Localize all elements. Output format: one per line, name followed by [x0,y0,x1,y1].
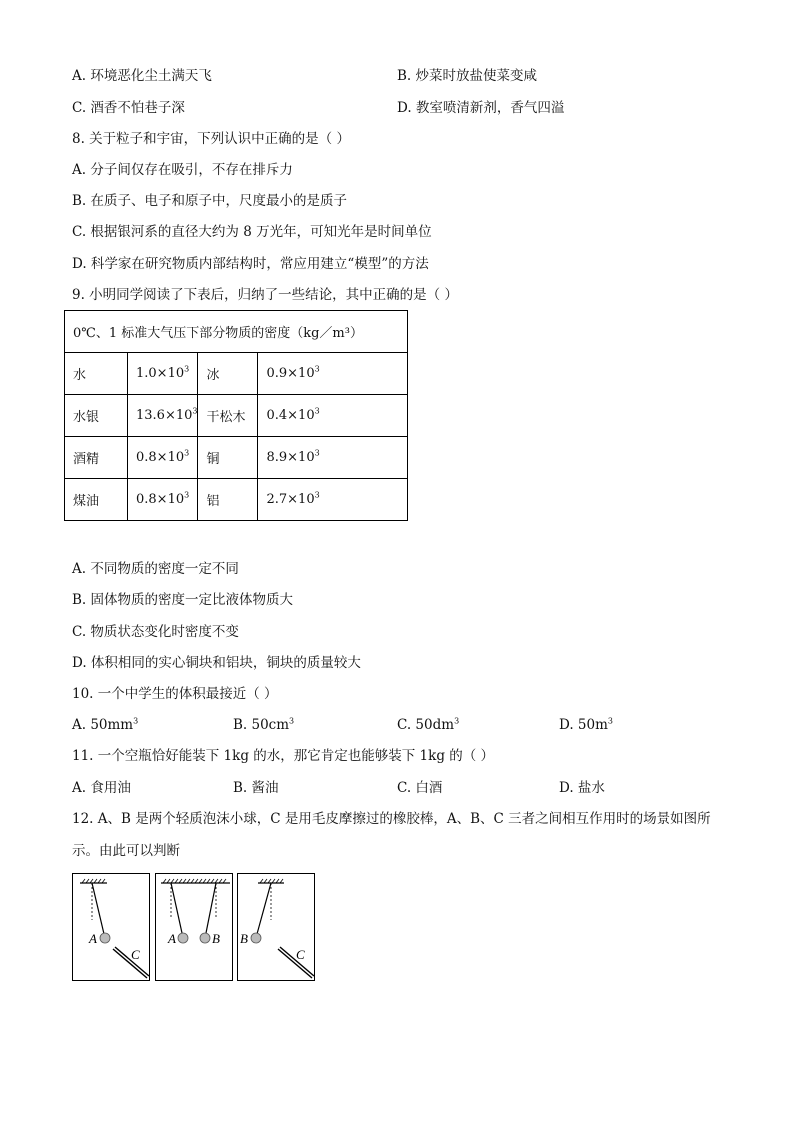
q11-option-d: D. 盐水 [559,780,605,796]
q9-option-b: B. 固体物质的密度一定比液体物质大 [72,592,294,608]
q10-option-b: B. $50cm^3$ [233,716,295,733]
q9-option-c: C. 物质状态变化时密度不变 [72,624,239,640]
density-table [64,310,408,521]
q10-option-c: C. $50dm^3$ [397,716,460,733]
figure-a-b [155,873,233,981]
density-cell: $0.8\times 10^3$ [128,479,198,521]
q11-option-b: B. 酱油 [233,780,279,796]
figure-a-c [72,873,150,981]
figure-a-c-drawing [73,874,151,982]
substance-cell: 铝 [198,479,258,521]
substance-cell: 铜 [198,437,258,479]
density-table-title: 0℃、1 标准大气压下部分物质的密度（kg／m³） [65,311,408,353]
table-row [65,353,408,395]
q10-stem: 10. 一个中学生的体积最接近（ ） [72,686,278,702]
substance-cell: 酒精 [65,437,128,479]
table-row [65,479,408,521]
q9-option-d: D. 体积相同的实心铜块和铝块，铜块的质量较大 [72,655,361,671]
table-row [65,395,408,437]
density-cell: $13.6\times 10^3$ [128,395,198,437]
label-b: B [240,931,248,946]
q7-option-c: C. 酒香不怕巷子深 [72,100,185,116]
q8-option-d: D. 科学家在研究物质内部结构时，常应用建立“模型”的方法 [72,256,429,272]
q11-option-c: C. 白酒 [397,780,443,796]
q12-stem-line2: 示。由此可以判断 [72,843,180,859]
substance-cell: 水 [65,353,128,395]
q7-option-b: B. 炒菜时放盐使菜变咸 [397,68,538,84]
q11-stem: 11. 一个空瓶恰好能装下 1kg 的水，那它肯定也能够装下 1kg 的（ ） [72,748,495,764]
substance-cell: 煤油 [65,479,128,521]
q8-option-b: B. 在质子、电子和原子中，尺度最小的是质子 [72,193,348,209]
q10-option-d: D. $50m^3$ [559,716,613,733]
q7-option-a: A. 环境恶化尘土满天飞 [72,68,212,84]
density-cell: $0.4\times 10^3$ [258,395,408,437]
figure-b-c-drawing [238,874,316,982]
q7-option-d: D. 教室喷清新剂，香气四溢 [397,100,565,116]
q8-stem: 8. 关于粒子和宇宙，下列认识中正确的是（ ） [72,131,350,147]
density-cell: $8.9\times 10^3$ [258,437,408,479]
q9-option-a: A. 不同物质的密度一定不同 [72,561,239,577]
density-cell: $0.8\times 10^3$ [128,437,198,479]
table-row [65,437,408,479]
q10-option-a: A. $50mm^3$ [72,716,139,733]
figure-b-c [237,873,315,981]
label-b: B [212,931,220,946]
substance-cell: 冰 [198,353,258,395]
label-a: A [168,931,176,946]
q12-stem-line1: 12. A、B 是两个轻质泡沫小球，C 是用毛皮摩擦过的橡胶棒，A、B、C 三者之间相互作用时的场景如图所 [72,811,711,827]
q8-option-a: A. 分子间仅存在吸引，不存在排斥力 [72,162,293,178]
density-cell: $1.0\times 10^3$ [128,353,198,395]
substance-cell: 水银 [65,395,128,437]
label-c: C [131,947,140,962]
density-cell: $2.7\times 10^3$ [258,479,408,521]
figure-a-b-drawing [156,874,234,982]
q9-stem: 9. 小明同学阅读了下表后，归纳了一些结论，其中正确的是（ ） [72,287,458,303]
label-c: C [296,947,305,962]
density-cell: $0.9\times 10^3$ [258,353,408,395]
q11-option-a: A. 食用油 [72,780,131,796]
label-a: A [89,931,97,946]
q8-option-c: C. 根据银河系的直径大约为 8 万光年，可知光年是时间单位 [72,224,432,240]
substance-cell: 干松木 [198,395,258,437]
